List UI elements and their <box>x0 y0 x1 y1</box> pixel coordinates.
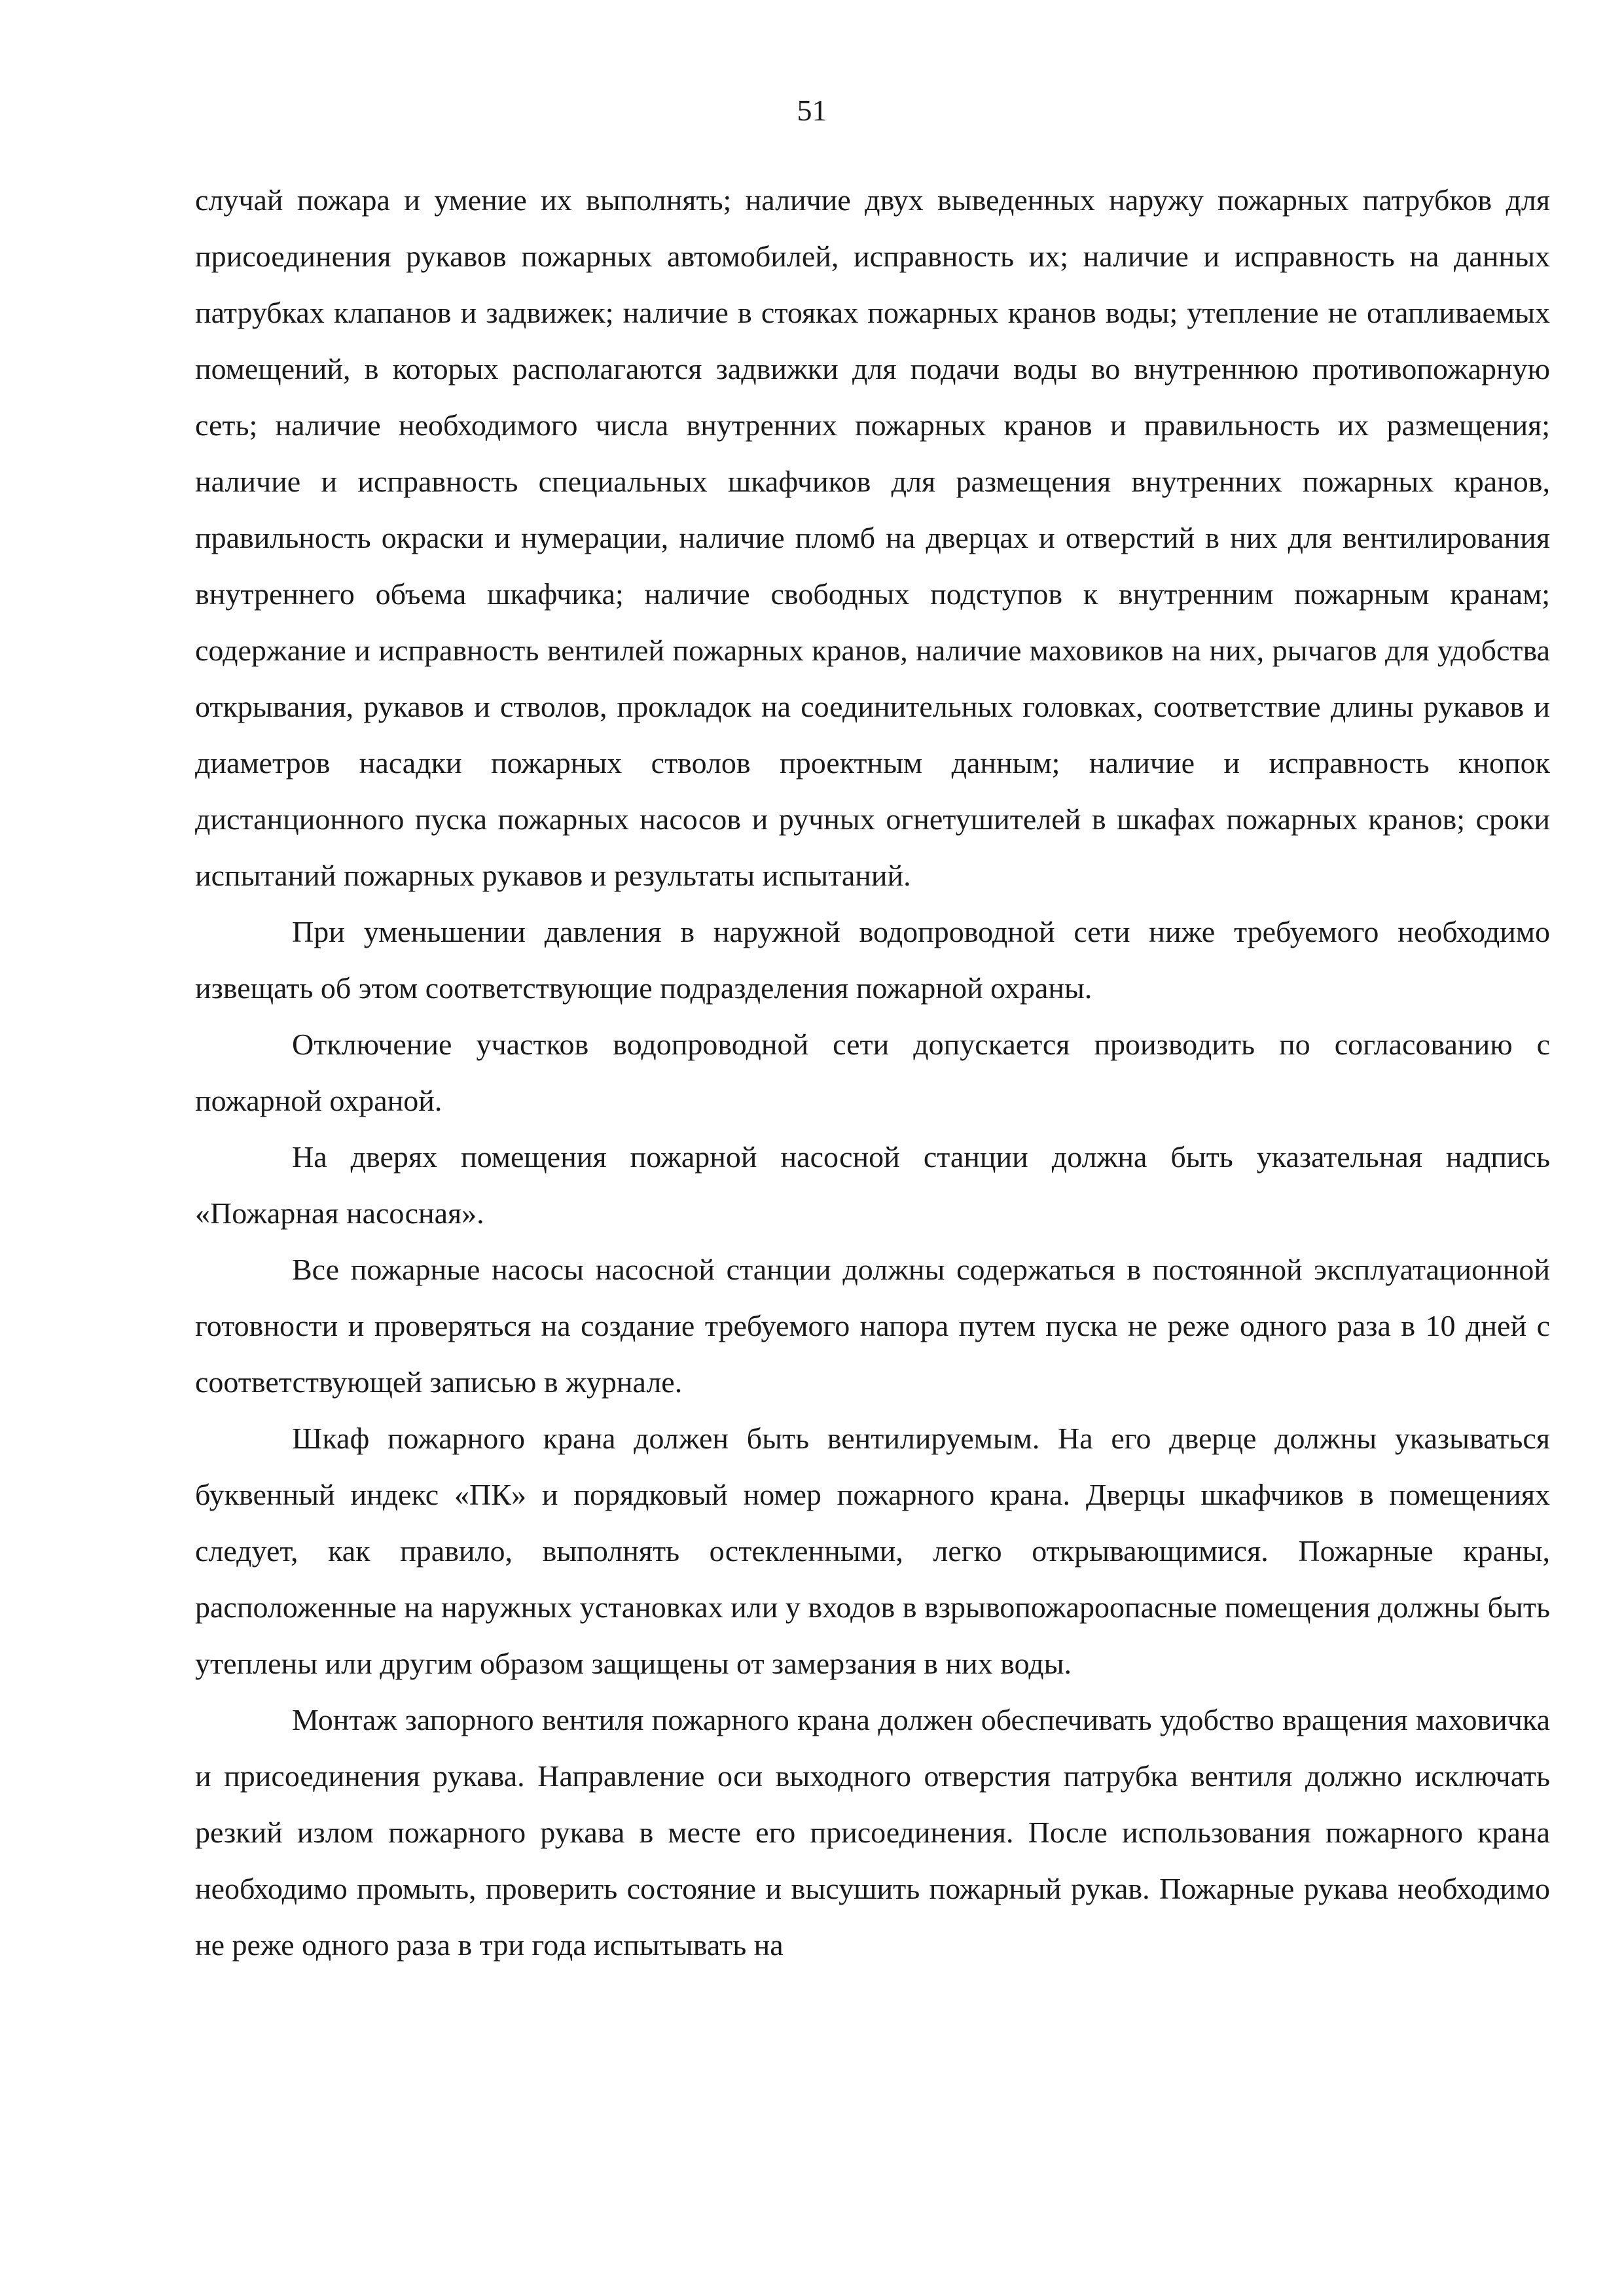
paragraph: На дверях помещения пожарной насосной станции должна быть указательная надпись «Пожарная насосная». <box>195 1140 1550 1230</box>
paragraph: Все пожарные насосы насосной станции должны содержаться в постоянной эксплуатационной готовности и проверяться на создание требуемого напора путем пуска не реже одного раза в 10 дней с соответствующей записью в журнале. <box>195 1253 1550 1399</box>
document-body <box>195 172 1550 1973</box>
paragraph: Шкаф пожарного крана должен быть вентилируемым. На его дверце должны указываться буквенный индекс «ПК» и порядковый номер пожарного крана. Дверцы шкафчиков в помещениях следует, как правило, выполнять остекленными, легко открывающимися. Пожарные краны, расположенные на наружных установках или у входов в взрывопожароопасные помещения должны быть утеплены или другим образом защищены от замерзания в них воды. <box>195 1422 1550 1680</box>
paragraph: Монтаж запорного вентиля пожарного крана должен обеспечивать удобство вращения маховичка и присоединения рукава. Направление оси выходного отверстия патрубка вентиля должно исключать резкий излом пожарного рукава в месте его присоединения. После использования пожарного крана необходимо промыть, проверить состояние и высушить пожарный рукав. Пожарные рукава необходимо не реже одного раза в три года испытывать на <box>195 1703 1550 1962</box>
page-number: 51 <box>797 94 827 127</box>
paragraph: При уменьшении давления в наружной водопроводной сети ниже требуемого необходимо извещать об этом соответствующие подразделения пожарной охраны. <box>195 915 1550 1005</box>
paragraph-continued: случай пожара и умение их выполнять; наличие двух выведенных наружу пожарных патрубков для присоединения рукавов пожарных автомобилей, исправность их; наличие и исправность на данных патрубках клапанов и задвижек; наличие в стояках пожарных кранов воды; утепление не отапливаемых помещений, в которых располагаются задвижки для подачи воды во внутреннюю противопожарную сеть; наличие необходимого числа внутренних пожарных кранов и правильность их размещения; наличие и исправность специальных шкафчиков для размещения внутренних пожарных кранов, правильность окраски и нумерации, наличие пломб на дверцах и отверстий в них для вентилирования внутреннего объема шкафчика; наличие свободных подступов к внутренним пожарным кранам; содержание и исправность вентилей пожарных кранов, наличие маховиков на них, рычагов для удобства открывания, рукавов и стволов, прокладок на соединительных головках, соответствие длины рукавов и диаметров насадки пожарных стволов проектным данным; наличие и исправность кнопок дистанционного пуска пожарных насосов и ручных огнетушителей в шкафах пожарных кранов; сроки испытаний пожарных рукавов и результаты испытаний. <box>195 183 1550 892</box>
paragraph: Отключение участков водопроводной сети допускается производить по согласованию с пожарной охраной. <box>195 1028 1550 1117</box>
